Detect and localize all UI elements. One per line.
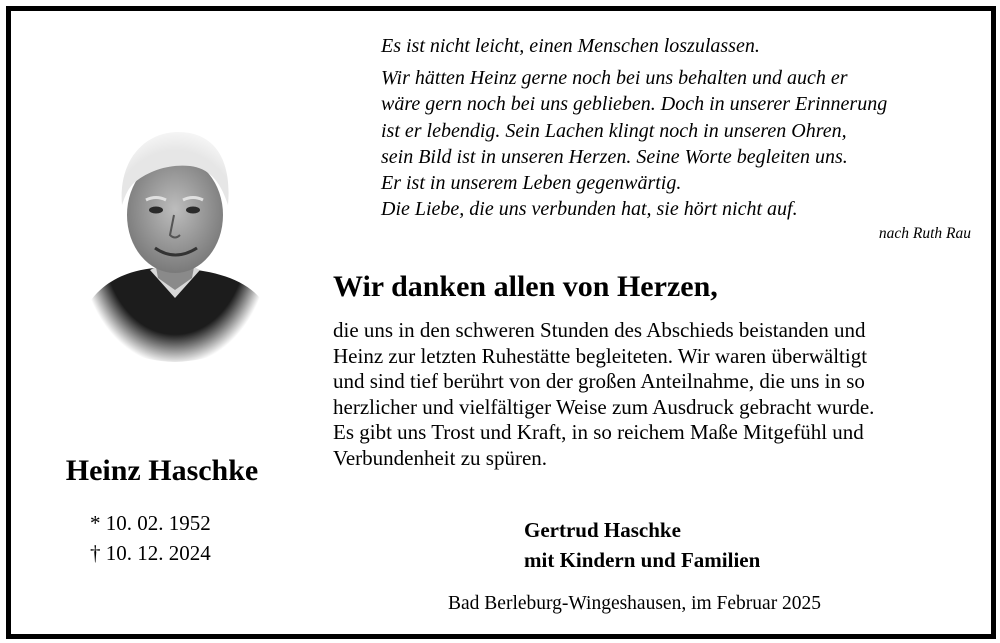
deceased-name: Heinz Haschke [65,454,259,487]
thanks-line: Heinz zur letzten Ruhestätte begleiteten. Wir waren überwältigt [333,343,868,368]
birth-date: * 10. 02. 1952 [90,511,211,535]
poem-line: ist er lebendig. Sein Lachen klingt noch in unseren Ohren, [381,119,847,142]
poem-line: Wir hätten Heinz gerne noch bei uns behalten und auch er [381,67,848,89]
thanks-line: herzlicher und vielfältiger Weise zum Ausdruck gebracht wurde. [333,394,875,419]
poem-author: nach Ruth Rau [878,224,971,242]
signature-line-1: Gertrud Haschke [524,518,681,542]
poem [381,33,971,243]
poem-line: wäre gern noch bei uns geblieben. Doch in unserer Erinnerung [381,93,888,116]
portrait-photo [80,120,270,365]
thanks-line: und sind tief berührt von der großen Anteilnahme, die uns in so [333,369,865,393]
thanks-heading: Wir danken allen von Herzen, [333,270,718,303]
poem-line: Er ist in unserem Leben gegenwärtig. [381,172,682,195]
signature-line-2: mit Kindern und Familien [524,548,761,572]
signature [524,515,760,575]
poem-line: sein Bild ist in unseren Herzen. Seine Worte begleiten uns. [381,145,848,168]
death-date: † 10. 12. 2024 [90,541,211,565]
life-dates [90,508,211,568]
thanks-line: Verbundenheit zu spüren. [333,445,548,470]
place-date: Bad Berleburg-Wingeshausen, im Februar 2025 [448,593,822,614]
poem-line: Die Liebe, die uns verbunden hat, sie hört nicht auf. [381,198,798,221]
thanks-text [333,318,988,471]
thanks-line: Es gibt uns Trost und Kraft, in so reichem Maße Mitgefühl und [333,420,864,444]
thanks-line: die uns in den schweren Stunden des Abschieds beistanden und [333,318,866,342]
poem-first-line: Es ist nicht leicht, einen Menschen loszulassen. [381,35,760,57]
